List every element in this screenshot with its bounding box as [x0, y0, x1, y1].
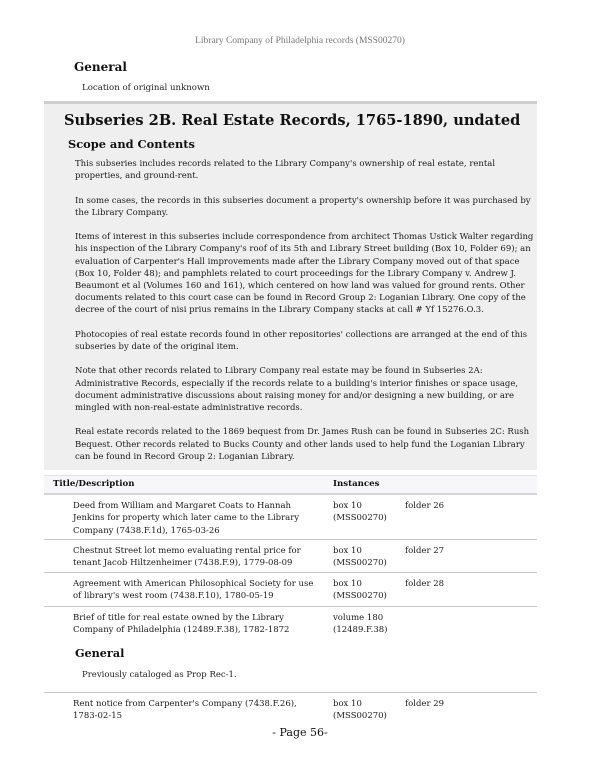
table-row — [44, 540, 537, 573]
row-container: box 10 (MSS00270) — [333, 579, 387, 602]
row-description: Rent notice from Carpenter's Company (7438.F.26), 1783-02-15 — [73, 699, 297, 722]
row-description: Chestnut Street lot memo evaluating rental price for tenant Jacob Hiltzenheimer (7438.F.9), 1779-08-09 — [73, 546, 301, 569]
row-folder: folder 27 — [405, 546, 445, 556]
scope-paragraph: Items of interest in this subseries include correspondence from architect Thomas Ustick Walter regarding his inspection of the Library Company's roof of its 5th and Library Street building (Box 10, Folder 69); an evaluation of Carpenter's Hall improvements made after the Library Company moved out of that space (Box 10, Folder 48); and pamphlets related to court proceedings for the Library Company v. Andrew J. Beaumont et al (Volumes 160 and 161), which centered on how land was valued for ground rents. Other documents related to this court case can be found in Record Group 2: Loganian Library. One copy of the decree of the court of nisi prius remains in the Library Company stacks at call # Yf 15276.O.3. — [75, 232, 534, 316]
row-folder: folder 29 — [405, 699, 445, 709]
scope-paragraph: In some cases, the records in this subseries document a property's ownership before it was purchased by the Library Company. — [75, 195, 531, 218]
column-header-title: Title/Description — [53, 479, 135, 489]
column-header-instances: Instances — [333, 479, 380, 489]
container-list-table — [44, 475, 537, 727]
table-row — [44, 495, 537, 540]
row-container: box 10 (MSS00270) — [333, 546, 387, 569]
general-note-text: Location of original unknown — [82, 83, 210, 93]
row-note-text: Previously cataloged as Prop Rec-1. — [82, 670, 237, 680]
row-general-note — [75, 646, 237, 680]
row-note-heading: General — [75, 646, 125, 660]
table-header — [44, 475, 537, 495]
table-row — [44, 573, 537, 607]
subseries-section — [44, 101, 537, 470]
row-container: volume 180 (12489.F.38) — [333, 613, 388, 636]
row-folder: folder 28 — [405, 579, 445, 589]
scope-and-contents — [75, 158, 535, 475]
row-container: box 10 (MSS00270) — [333, 699, 387, 722]
row-container: box 10 (MSS00270) — [333, 501, 387, 524]
row-folder: folder 26 — [405, 501, 445, 511]
scope-heading: Scope and Contents — [68, 137, 195, 151]
table-row — [44, 607, 537, 693]
scope-paragraph: Photocopies of real estate records found in other repositories' collections are arranged at the end of this subseries by date of the original item. — [75, 329, 528, 352]
row-description: Deed from William and Margaret Coats to Hannah Jenkins for property which later came to the Library Company (7438.F.1d), 1765-03-26 — [73, 501, 300, 536]
scope-paragraph: Note that other records related to Library Company real estate may be found in Subseries 2A: Administrative Records, especially if the records relate to a building's interior finishes or space usage, document administrative discussions about raising money for and/or designing a new building, or are mingled with non-real-estate administrative records. — [75, 366, 519, 413]
general-heading: General — [74, 60, 127, 74]
table-row — [44, 693, 537, 727]
page-number: - Page 56- — [272, 726, 328, 739]
scope-paragraph: This subseries includes records related to the Library Company's ownership of real estate, rental properties, and ground-rent. — [75, 159, 496, 182]
row-description: Brief of title for real estate owned by the Library Company of Philadelphia (12489.F.38), 1782-1872 — [73, 613, 290, 636]
subseries-title: Subseries 2B. Real Estate Records, 1765-1890, undated — [64, 112, 521, 129]
row-description: Agreement with American Philosophical Society for use of library's west room (7438.F.10), 1780-05-19 — [73, 579, 314, 602]
top-general-note — [74, 60, 210, 93]
running-header: Library Company of Philadelphia records (MSS00270) — [195, 36, 405, 46]
scope-paragraph: Real estate records related to the 1869 bequest from Dr. James Rush can be found in Subseries 2C: Rush Bequest. Other records related to Bucks County and other lands used to help fund the Loganian Library can be found in Record Group 2: Loganian Library. — [75, 427, 530, 462]
